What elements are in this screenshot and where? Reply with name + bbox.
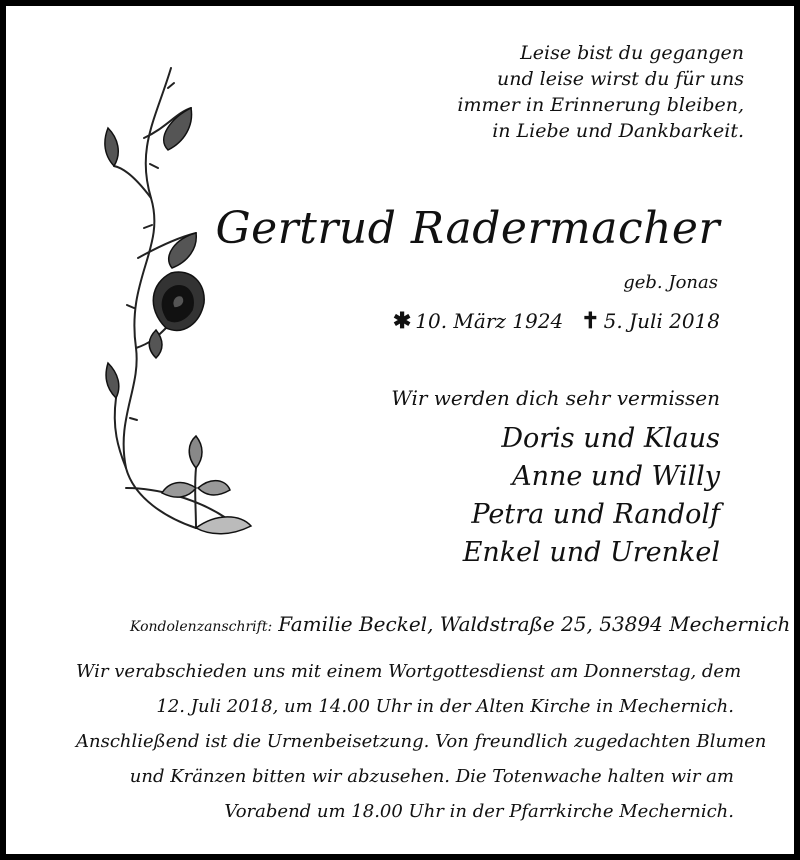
mourner-name: Anne und Willy (512, 461, 720, 492)
condolence-label: Kondolenzanschrift: (130, 619, 273, 635)
poem-line: Leise bist du gegangen (520, 42, 744, 64)
rose-illustration (96, 58, 266, 558)
death-date: 5. Juli 2018 (603, 309, 720, 333)
service-line: Wir verabschieden uns mit einem Wortgottesdienst am Donnerstag, dem (76, 661, 742, 682)
mourner-name: Petra und Randolf (471, 499, 720, 530)
service-line: und Kränzen bitten wir abzusehen. Die Totenwache halten wir am (129, 766, 734, 787)
birth-star-icon: ✱ (392, 308, 412, 334)
service-line: Vorabend um 18.00 Uhr in der Pfarrkirche Mechernich. (224, 801, 734, 822)
condolence-address (130, 612, 790, 636)
service-info (76, 654, 767, 829)
poem-line: und leise wirst du für uns (496, 68, 744, 90)
mourning-intro: Wir werden dich sehr vermissen (391, 386, 720, 410)
life-dates (393, 308, 720, 334)
condolence-text: Familie Beckel, Waldstraße 25, 53894 Mechernich (278, 612, 791, 636)
death-cross-icon: ✝ (581, 308, 600, 334)
poem-line: in Liebe und Dankbarkeit. (492, 120, 744, 142)
mourner-name: Enkel und Urenkel (462, 537, 720, 568)
poem-line: immer in Erinnerung bleiben, (457, 94, 744, 116)
maiden-name: geb. Jonas (623, 272, 718, 293)
poem (457, 40, 744, 144)
mourners-list (463, 420, 720, 572)
service-line: 12. Juli 2018, um 14.00 Uhr in der Alten Kirche in Mechernich. (156, 696, 734, 717)
service-line: Anschließend ist die Urnenbeisetzung. Von freundlich zugedachten Blumen (76, 731, 767, 752)
deceased-name: Gertrud Radermacher (215, 203, 720, 254)
death-date-group (581, 308, 720, 334)
mourner-name: Doris und Klaus (501, 423, 720, 454)
birth-date: 10. März 1924 (415, 309, 564, 333)
birth-date-group (393, 308, 563, 334)
